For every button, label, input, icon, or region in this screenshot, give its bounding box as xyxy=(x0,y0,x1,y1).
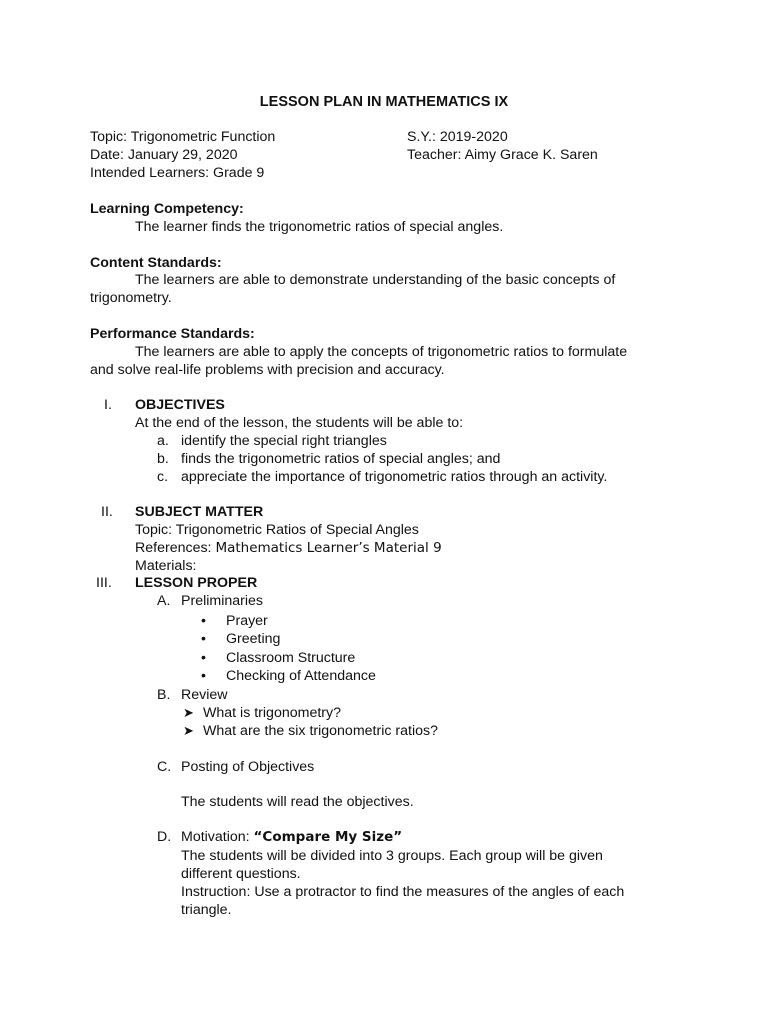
arrow-bullet-icon: ➤ xyxy=(183,723,194,738)
objectives-intro: At the end of the lesson, the students will be able to: xyxy=(135,415,464,431)
objective-letter-b: b. xyxy=(157,451,169,467)
review-question xyxy=(183,722,438,740)
preliminary-item: • Checking of Attendance xyxy=(226,667,376,685)
subject-matter-numeral: II. xyxy=(101,504,113,520)
objectives-heading: OBJECTIVES xyxy=(135,397,225,413)
motivation-letter: D. xyxy=(157,829,172,845)
content-standards-line1: The learners are able to demonstrate understanding of the basic concepts of xyxy=(135,272,616,288)
objective-letter-a: a. xyxy=(157,433,169,449)
motivation-line: different questions. xyxy=(181,866,301,882)
motivation-heading xyxy=(181,828,402,846)
references-label: References: xyxy=(135,540,216,556)
posting-letter: C. xyxy=(157,759,172,775)
subject-matter-topic: Topic: Trigonometric Ratios of Special Angles xyxy=(135,522,419,538)
motivation-line: triangle. xyxy=(181,902,232,918)
review-question-text: What is trigonometry? xyxy=(203,705,341,721)
arrow-bullet-icon: ➤ xyxy=(183,705,194,720)
review-letter: B. xyxy=(157,687,171,703)
subject-matter-heading: SUBJECT MATTER xyxy=(135,504,264,520)
review-question-text: What are the six trigonometric ratios? xyxy=(203,723,438,739)
references-value: Mathematics Learner’s Material 9 xyxy=(215,540,442,556)
performance-standards-line1: The learners are able to apply the concepts of trigonometric ratios to formulate xyxy=(135,344,628,360)
objective-item-c: appreciate the importance of trigonometric ratios through an activity. xyxy=(181,469,608,485)
performance-standards-line2: and solve real-life problems with precision and accuracy. xyxy=(90,362,445,378)
motivation-activity: “Compare My Size” xyxy=(253,829,403,845)
posting-label: Posting of Objectives xyxy=(181,759,315,775)
review-label: Review xyxy=(181,687,228,703)
objective-item-a: identify the special right triangles xyxy=(181,433,387,449)
motivation-line: Instruction: Use a protractor to find the measures of the angles of each xyxy=(181,884,625,900)
preliminaries-label: Preliminaries xyxy=(181,593,263,609)
posting-text: The students will read the objectives. xyxy=(181,794,414,810)
header-date: Date: January 29, 2020 xyxy=(90,147,238,163)
preliminary-item: • Prayer xyxy=(226,612,268,630)
header-learners: Intended Learners: Grade 9 xyxy=(90,165,265,181)
header-school-year: S.Y.: 2019-2020 xyxy=(407,129,508,145)
motivation-line: The students will be divided into 3 groups. Each group will be given xyxy=(181,848,603,864)
subject-matter-references xyxy=(135,539,442,557)
header-teacher: Teacher: Aimy Grace K. Saren xyxy=(407,147,598,163)
performance-standards-heading: Performance Standards: xyxy=(90,326,255,342)
review-question xyxy=(183,704,341,722)
objective-item-b: finds the trigonometric ratios of special angles; and xyxy=(181,451,501,467)
subject-matter-materials: Materials: xyxy=(135,558,197,574)
lesson-proper-numeral: III. xyxy=(96,575,112,591)
motivation-label: Motivation: xyxy=(181,829,254,845)
preliminary-item: • Greeting xyxy=(226,630,280,648)
preliminaries-letter: A. xyxy=(157,593,171,609)
document-title: LESSON PLAN IN MATHEMATICS IX xyxy=(259,94,509,110)
content-standards-line2: trigonometry. xyxy=(90,290,172,306)
content-standards-heading: Content Standards: xyxy=(90,255,222,271)
objective-letter-c: c. xyxy=(157,469,169,485)
competency-text: The learner finds the trigonometric ratios of special angles. xyxy=(135,219,504,235)
objectives-numeral: I. xyxy=(104,397,112,413)
competency-heading: Learning Competency: xyxy=(90,201,244,217)
lesson-proper-heading: LESSON PROPER xyxy=(135,575,258,591)
header-topic: Topic: Trigonometric Function xyxy=(90,129,276,145)
preliminary-item: • Classroom Structure xyxy=(226,649,355,667)
